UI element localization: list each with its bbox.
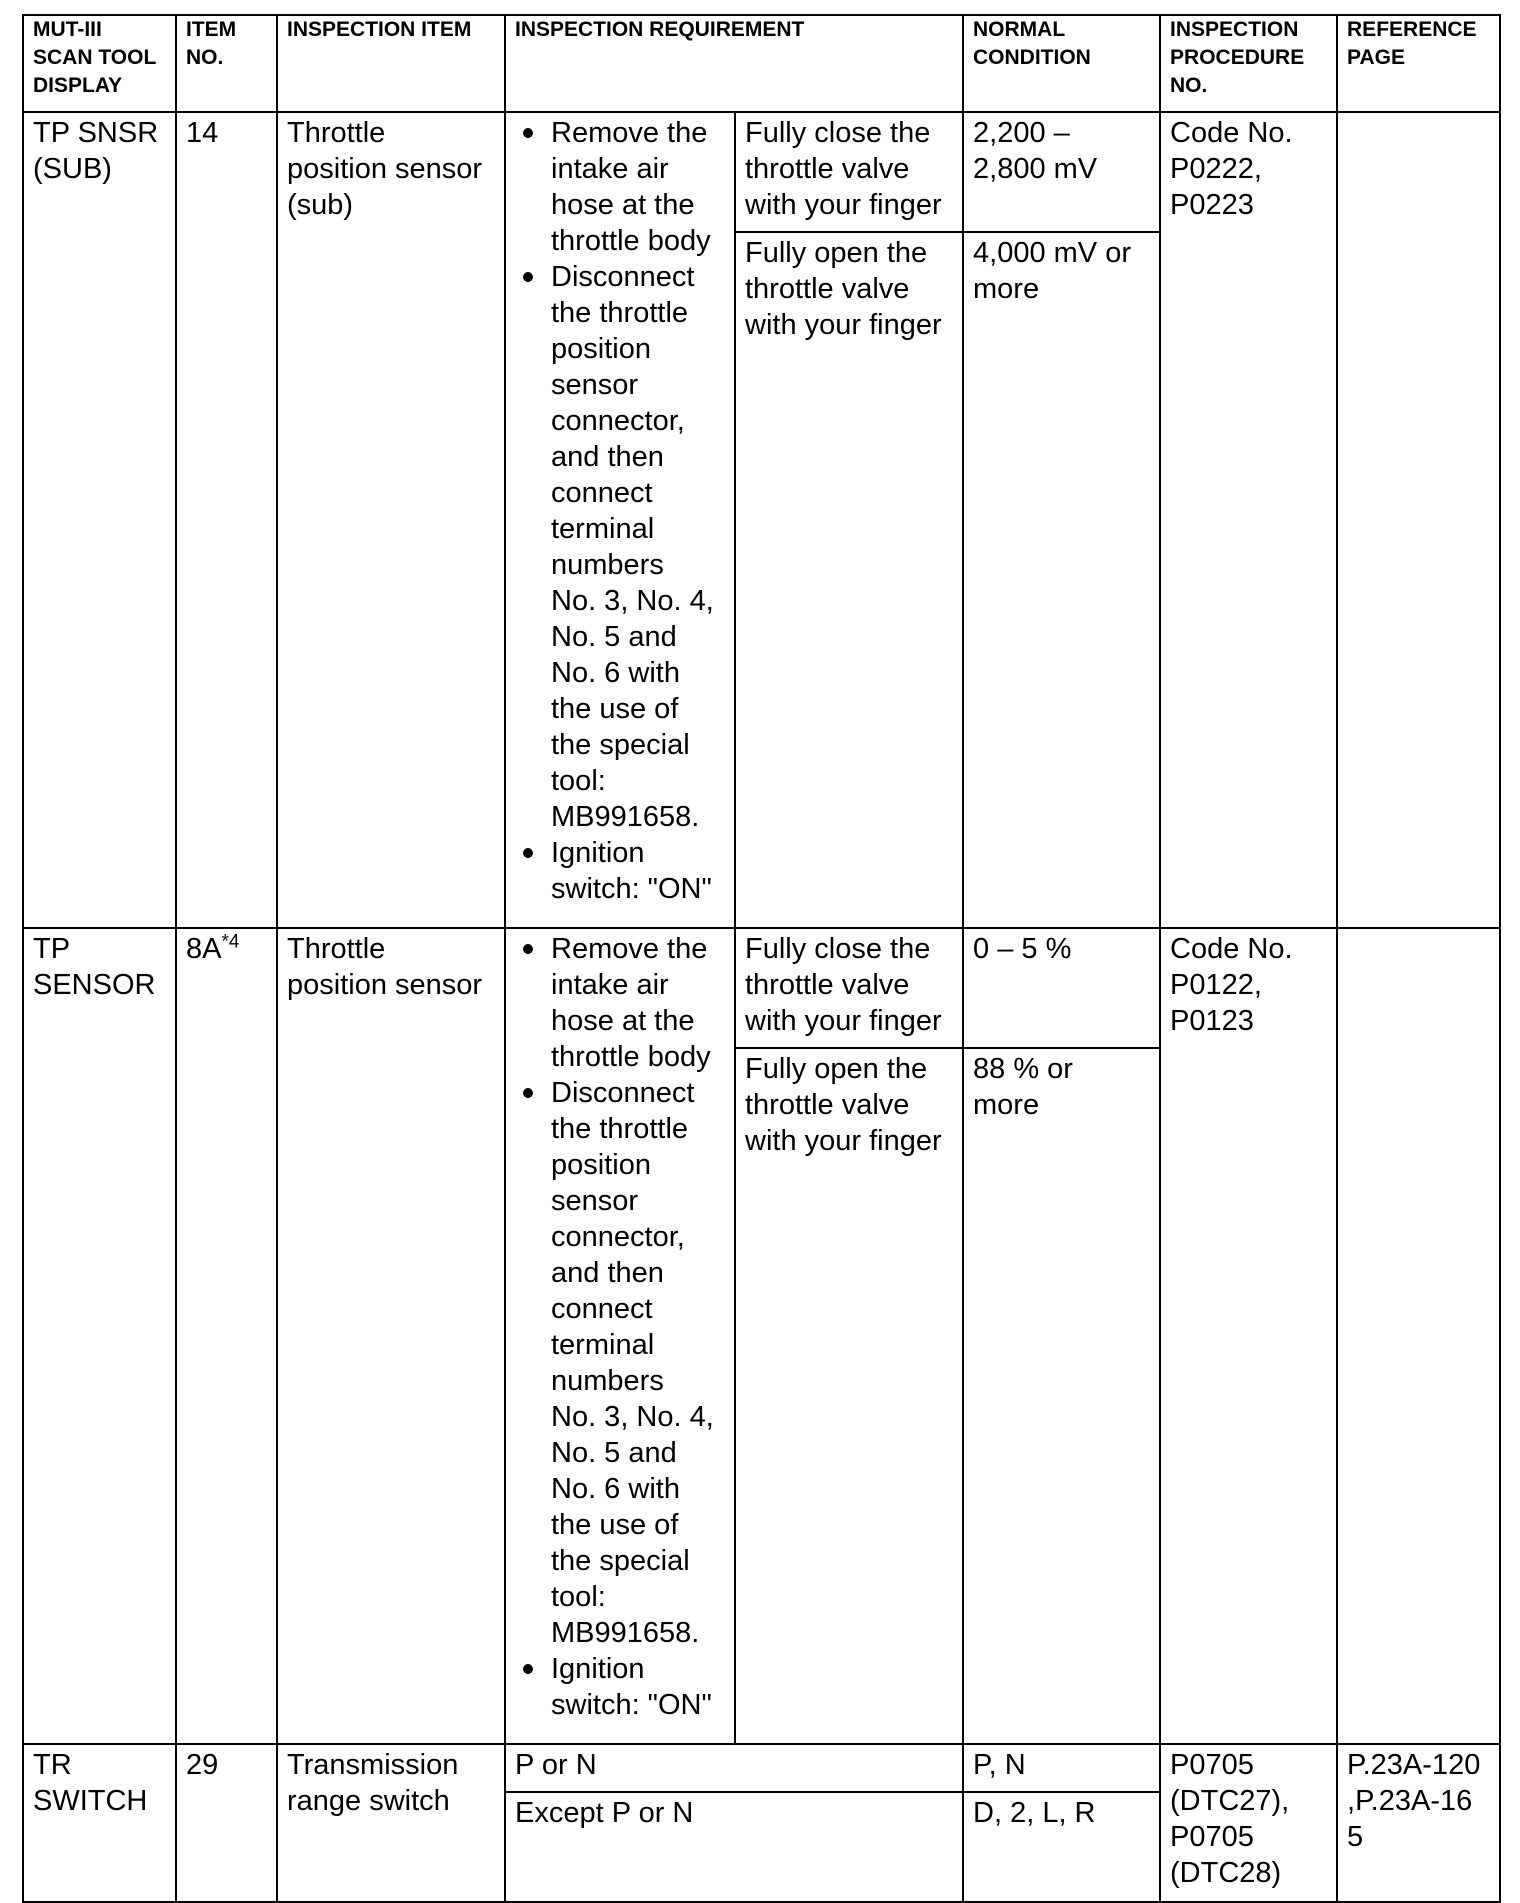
- normal-condition-cell: D, 2, L, R: [963, 1792, 1160, 1902]
- normal-condition-cell: 88 % or more: [963, 1048, 1160, 1744]
- condition-cell: Fully close the throttle valve with your finger: [735, 928, 963, 1048]
- normal-condition-cell: 2,200 – 2,800 mV: [963, 112, 1160, 232]
- normal-condition-cell: 4,000 mV or more: [963, 232, 1160, 928]
- header-scan-tool-display: MUT-III SCAN TOOL DISPLAY: [23, 15, 176, 112]
- inspection-procedure-cell: Code No. P0222, P0223: [1160, 112, 1337, 928]
- list-item: Remove the intake air hose at the throttle body: [515, 115, 728, 259]
- reference-page-cell: [1337, 112, 1500, 928]
- bullet-icon: [523, 848, 533, 858]
- header-row: [23, 15, 1500, 112]
- scan-tool-display-cell: TR SWITCH: [23, 1744, 176, 1902]
- table-row: [23, 928, 1500, 1048]
- condition-cell: Except P or N: [505, 1792, 963, 1902]
- normal-condition-cell: P, N: [963, 1744, 1160, 1792]
- header-inspection-procedure: INSPECTION PROCEDURE NO.: [1160, 15, 1337, 112]
- bullet-icon: [523, 128, 533, 138]
- bullet-icon: [523, 944, 533, 954]
- normal-condition-cell: 0 – 5 %: [963, 928, 1160, 1048]
- table-row: [23, 1744, 1500, 1792]
- list-item: Remove the intake air hose at the throttle body: [515, 931, 728, 1075]
- bullet-icon: [523, 272, 533, 282]
- item-no-cell: 29: [176, 1744, 277, 1902]
- list-item: Disconnect the throttle position sensor connector, and then connect terminal numbers No. 3, No. 4, No. 5 and No. 6 with the use of the special tool: MB991658.: [515, 259, 728, 835]
- table-row: [23, 112, 1500, 232]
- item-no-cell: 14: [176, 112, 277, 928]
- list-item: Ignition switch: "ON": [515, 835, 728, 907]
- reference-page-cell: P.23A-120 ,P.23A-16 5: [1337, 1744, 1500, 1902]
- inspection-item-cell: Throttle position sensor: [277, 928, 505, 1744]
- bullet-list: [515, 931, 728, 1723]
- condition-cell: Fully open the throttle valve with your finger: [735, 1048, 963, 1744]
- inspection-item-cell: Throttle position sensor (sub): [277, 112, 505, 928]
- scan-tool-display-cell: TP SENSOR: [23, 928, 176, 1744]
- reference-page-cell: [1337, 928, 1500, 1744]
- header-normal-condition: NORMAL CONDITION: [963, 15, 1160, 112]
- bullet-icon: [523, 1664, 533, 1674]
- condition-cell: Fully open the throttle valve with your finger: [735, 232, 963, 928]
- inspection-table: [22, 14, 1501, 1903]
- item-no-cell: $8A^{*4}$: [176, 928, 277, 1744]
- header-inspection-item: INSPECTION ITEM: [277, 15, 505, 112]
- inspection-procedure-cell: Code No. P0122, P0123: [1160, 928, 1337, 1744]
- inspection-table-sheet: [22, 14, 1501, 1903]
- list-item: Disconnect the throttle position sensor connector, and then connect terminal numbers No. 3, No. 4, No. 5 and No. 6 with the use of the special tool: MB991658.: [515, 1075, 728, 1651]
- inspection-item-cell: Transmission range switch: [277, 1744, 505, 1902]
- footnote-marker: *4: [221, 931, 240, 953]
- header-reference-page: REFERENCE PAGE: [1337, 15, 1500, 112]
- list-item: Ignition switch: "ON": [515, 1651, 728, 1723]
- inspection-procedure-cell: P0705 (DTC27), P0705 (DTC28): [1160, 1744, 1337, 1902]
- bullet-icon: [523, 1088, 533, 1098]
- bullet-list: [515, 115, 728, 907]
- inspection-requirement-bullets: [505, 928, 735, 1744]
- condition-cell: Fully close the throttle valve with your finger: [735, 112, 963, 232]
- scan-tool-display-cell: TP SNSR (SUB): [23, 112, 176, 928]
- header-inspection-requirement: INSPECTION REQUIREMENT: [505, 15, 963, 112]
- inspection-requirement-bullets: [505, 112, 735, 928]
- condition-cell: P or N: [505, 1744, 963, 1792]
- header-item-no: ITEM NO.: [176, 15, 277, 112]
